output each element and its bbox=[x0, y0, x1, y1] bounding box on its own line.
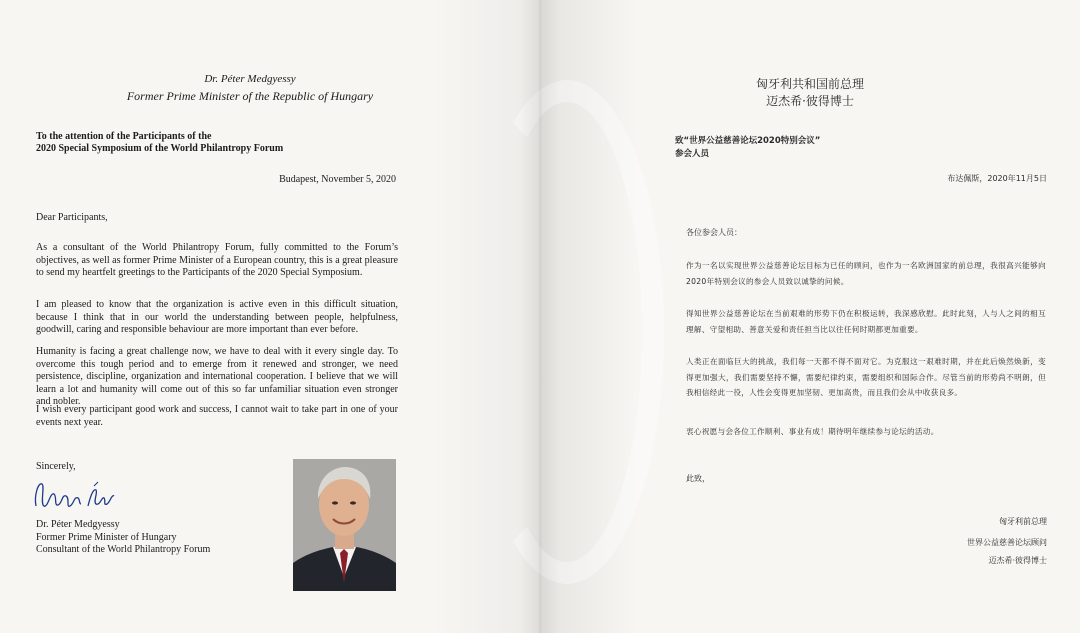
chinese-signature-line-1: 匈牙利前总理 bbox=[999, 517, 1047, 526]
signature-block bbox=[36, 519, 210, 557]
chinese-paragraph-2: 得知世界公益慈善论坛在当前艰难的形势下仍在积极运转，我深感欣慰。此时此刻，人与人之间的相互理解、守望相助、善意关爱和责任担当比以往任何时期都更加重要。 bbox=[686, 309, 1046, 334]
attention-line-2: 2020 Special Symposium of the World Philantropy Forum bbox=[36, 143, 284, 154]
body-paragraph-3: Humanity is facing a great challenge now, we have to deal with it every single day. To overcome this tough period and to emerge from it renewed and stronger, we need persistence, discipline, organization and international cooperation. I believe that we will learn a lot and humanity will come out of this so far unfamiliar situation even stronger and nobler. bbox=[36, 346, 398, 407]
chinese-header-title: 匈牙利共和国前总理 bbox=[755, 77, 864, 91]
letterhead-title: Former Prime Minister of the Republic of Hungary bbox=[126, 89, 374, 103]
chinese-salutation: 各位参会人员： bbox=[686, 228, 742, 237]
chinese-attention-line-2: 参会人员 bbox=[675, 149, 710, 159]
attention-block bbox=[36, 131, 366, 155]
chinese-paragraph-1: 作为一名以实现世界公益慈善论坛目标为已任的顾问，也作为一名欧洲国家的前总理，我很高兴能够向2020年特别会议的参会人员致以诚挚的问候。 bbox=[686, 261, 1046, 286]
body-paragraph-1: As a consultant of the World Philantropy Forum, fully committed to the Forum’s objectives, as well as former Prime Minister of a European country, this is a great pleasure to send my heartfelt greetings to the Participants of the 2020 Special Symposium. bbox=[36, 242, 398, 278]
letter-date: Budapest, November 5, 2020 bbox=[279, 174, 396, 185]
chinese-attention-block bbox=[675, 135, 975, 161]
chinese-letter-date: 布达佩斯，2020年11月5日 bbox=[947, 174, 1047, 183]
portrait-illustration bbox=[293, 459, 396, 591]
chinese-signature-line-2: 世界公益慈善论坛顾问 bbox=[967, 538, 1047, 547]
signature-name: Dr. Péter Medgyessy bbox=[36, 519, 120, 530]
attention-line-1: To the attention of the Participants of the bbox=[36, 131, 212, 142]
chinese-closing: 此致， bbox=[686, 474, 710, 483]
signature-title-2: Consultant of the World Philantropy Forum bbox=[36, 544, 211, 555]
chinese-signature-line-3: 迈杰希·彼得博士 bbox=[988, 556, 1047, 565]
body-paragraph-2: I am pleased to know that the organization is active even in this difficult situation, because I think that in our world the understanding between people, helpfulness, goodwill, caring and responsible behaviour are more important than ever before. bbox=[36, 299, 398, 335]
portrait-photo bbox=[293, 459, 396, 591]
salutation: Dear Participants, bbox=[36, 212, 108, 223]
chinese-header-name: 迈杰希·彼得博士 bbox=[766, 94, 854, 108]
letterhead-name: Dr. Péter Medgyessy bbox=[204, 73, 296, 85]
chinese-attention-line-1: 致“世界公益慈善论坛2020特别会议” bbox=[675, 136, 821, 146]
chinese-letter-page bbox=[540, 0, 1080, 633]
chinese-paragraph-4: 衷心祝愿与会各位工作顺利、事业有成！期待明年继续参与论坛的活动。 bbox=[686, 427, 939, 436]
handwritten-signature bbox=[30, 476, 125, 518]
chinese-paragraph-3: 人类正在面临巨大的挑战，我们每一天都不得不面对它。为克服这一艰难时期，并在此后焕然焕新，变得更加强大，我们需要坚持不懈，需要纪律约束，需要组织和国际合作。尽管当前的形势尚不明朗，但我相信经此一役，人性会变得更加坚韧、更加高贵，而且我们会从中收获良多。 bbox=[686, 357, 1046, 397]
body-paragraph-4: I wish every participant good work and success, I cannot wait to take part in one of your events next year. bbox=[36, 404, 398, 428]
signature-title-1: Former Prime Minister of Hungary bbox=[36, 531, 177, 543]
closing: Sincerely, bbox=[36, 461, 76, 472]
